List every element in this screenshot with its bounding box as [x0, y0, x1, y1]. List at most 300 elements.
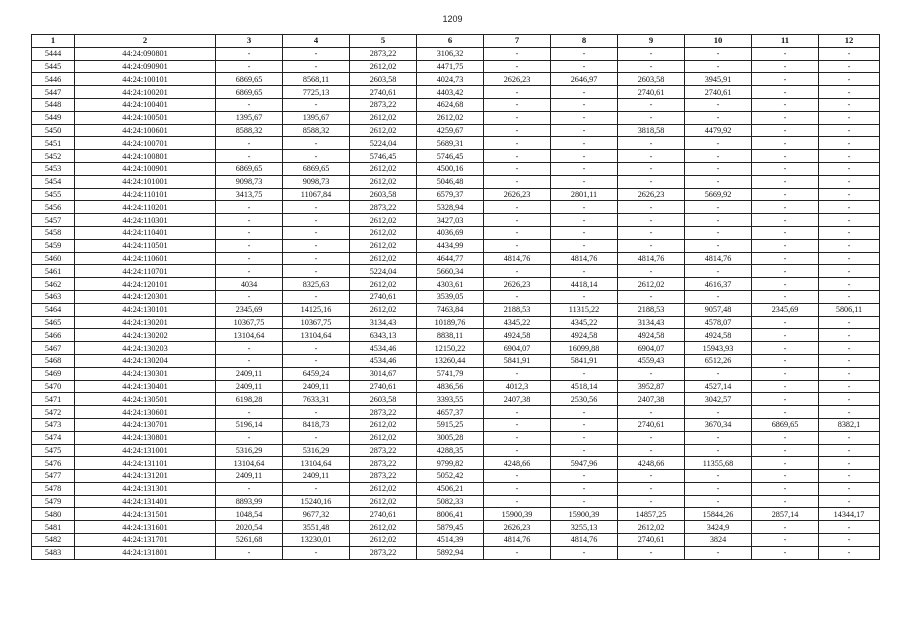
table-cell: 44:24:131601 — [75, 521, 216, 534]
table-cell: 5806,11 — [819, 303, 880, 316]
table-cell: 4259,67 — [417, 124, 484, 137]
table-cell: - — [551, 175, 618, 188]
table-row — [32, 86, 880, 99]
table-cell: - — [618, 495, 685, 508]
table-cell: 4559,43 — [618, 354, 685, 367]
table-cell: 2626,23 — [484, 73, 551, 86]
table-cell: 2409,11 — [283, 470, 350, 483]
table-cell: 44:24:131001 — [75, 444, 216, 457]
table-cell: - — [618, 546, 685, 559]
table-cell: 44:24:130401 — [75, 380, 216, 393]
table-cell: 15900,39 — [551, 508, 618, 521]
table-cell: - — [484, 367, 551, 380]
table-cell: 16099,88 — [551, 342, 618, 355]
table-cell: - — [551, 290, 618, 303]
table-cell: - — [685, 150, 752, 163]
table-cell: 6869,65 — [216, 162, 283, 175]
table-cell: - — [819, 546, 880, 559]
table-cell: - — [685, 495, 752, 508]
table-header — [32, 35, 880, 48]
table-cell: 5457 — [32, 214, 75, 227]
table-cell: 2857,14 — [752, 508, 819, 521]
table-cell: - — [752, 214, 819, 227]
table-cell: 44:24:130701 — [75, 418, 216, 431]
table-cell: - — [752, 73, 819, 86]
table-cell: - — [685, 406, 752, 419]
table-cell: 44:24:130201 — [75, 316, 216, 329]
table-cell: - — [283, 290, 350, 303]
table-cell: 6459,24 — [283, 367, 350, 380]
table-cell: 5461 — [32, 265, 75, 278]
table-cell: 44:24:131501 — [75, 508, 216, 521]
table-cell: 5947,96 — [551, 457, 618, 470]
table-cell: - — [819, 367, 880, 380]
table-cell: 7633,31 — [283, 393, 350, 406]
table-cell: 1395,67 — [283, 111, 350, 124]
table-cell: 2873,22 — [350, 546, 417, 559]
column-header: 4 — [283, 35, 350, 48]
table-cell: 3818,58 — [618, 124, 685, 137]
table-cell: 44:24:131401 — [75, 495, 216, 508]
table-cell: 44:24:131201 — [75, 470, 216, 483]
table-cell: - — [551, 431, 618, 444]
table-cell: - — [752, 482, 819, 495]
table-row — [32, 188, 880, 201]
table-cell: 44:24:110101 — [75, 188, 216, 201]
table-cell: 2603,58 — [350, 393, 417, 406]
table-cell: 10189,76 — [417, 316, 484, 329]
table-cell: - — [819, 380, 880, 393]
table-cell: 44:24:110301 — [75, 214, 216, 227]
table-cell: 4248,66 — [618, 457, 685, 470]
table-cell: - — [216, 431, 283, 444]
table-cell: 44:24:090901 — [75, 60, 216, 73]
table-cell: 13104,64 — [216, 457, 283, 470]
table-cell: 2612,02 — [350, 278, 417, 291]
table-cell: - — [484, 86, 551, 99]
table-cell: 4434,99 — [417, 239, 484, 252]
table-cell: 6904,07 — [618, 342, 685, 355]
table-cell: - — [283, 137, 350, 150]
table-cell: 5456 — [32, 201, 75, 214]
table-cell: 5445 — [32, 60, 75, 73]
column-header: 7 — [484, 35, 551, 48]
table-cell: 5481 — [32, 521, 75, 534]
table-row — [32, 367, 880, 380]
table-cell: - — [752, 534, 819, 547]
table-cell: 5455 — [32, 188, 75, 201]
table-cell: 3255,13 — [551, 521, 618, 534]
table-cell: 2740,61 — [350, 290, 417, 303]
table-row — [32, 418, 880, 431]
table-cell: 11315,22 — [551, 303, 618, 316]
table-cell: 5446 — [32, 73, 75, 86]
table-cell: 3427,03 — [417, 214, 484, 227]
table-cell: - — [551, 444, 618, 457]
table-cell: 2612,02 — [417, 111, 484, 124]
table-cell: 5746,45 — [350, 150, 417, 163]
table-cell: 2612,02 — [350, 239, 417, 252]
table-cell: 6512,26 — [685, 354, 752, 367]
table-cell: 4418,14 — [551, 278, 618, 291]
table-cell: 44:24:130601 — [75, 406, 216, 419]
table-cell: - — [551, 60, 618, 73]
table-cell: 4616,37 — [685, 278, 752, 291]
table-cell: 6869,65 — [216, 73, 283, 86]
table-cell: - — [819, 239, 880, 252]
table-cell: 2407,38 — [618, 393, 685, 406]
table-cell: - — [484, 406, 551, 419]
table-cell: 5892,94 — [417, 546, 484, 559]
table-row — [32, 354, 880, 367]
table-cell: 5879,45 — [417, 521, 484, 534]
table-cell: 2873,22 — [350, 457, 417, 470]
table-cell: 2345,69 — [752, 303, 819, 316]
table-cell: 6869,65 — [752, 418, 819, 431]
table-cell: 8893,99 — [216, 495, 283, 508]
table-cell: - — [551, 546, 618, 559]
table-cell: - — [752, 226, 819, 239]
table-cell: 5471 — [32, 393, 75, 406]
table-row — [32, 482, 880, 495]
table-cell: - — [618, 201, 685, 214]
column-header: 9 — [618, 35, 685, 48]
table-cell: - — [685, 201, 752, 214]
table-cell: - — [819, 226, 880, 239]
table-cell: 5449 — [32, 111, 75, 124]
table-cell: 8006,41 — [417, 508, 484, 521]
table-cell: 3014,67 — [350, 367, 417, 380]
table-cell: 13104,64 — [216, 329, 283, 342]
table-cell: - — [283, 60, 350, 73]
table-cell: - — [752, 316, 819, 329]
table-cell: 2612,02 — [350, 175, 417, 188]
table-cell: - — [551, 265, 618, 278]
table-cell: - — [618, 482, 685, 495]
table-cell: - — [752, 342, 819, 355]
table-cell: 2740,61 — [350, 380, 417, 393]
table-cell: - — [819, 342, 880, 355]
table-cell: 1395,67 — [216, 111, 283, 124]
table-cell: 2603,58 — [350, 73, 417, 86]
table-row — [32, 534, 880, 547]
table-cell: - — [752, 201, 819, 214]
table-cell: 5444 — [32, 47, 75, 60]
table-cell: - — [752, 137, 819, 150]
table-cell: - — [283, 482, 350, 495]
table-cell: 2740,61 — [685, 86, 752, 99]
table-cell: - — [752, 431, 819, 444]
table-cell: - — [484, 124, 551, 137]
table-cell: 4814,76 — [484, 252, 551, 265]
table-cell: - — [551, 482, 618, 495]
table-cell: - — [484, 239, 551, 252]
table-cell: - — [618, 175, 685, 188]
table-cell: 8588,32 — [283, 124, 350, 137]
table-row — [32, 508, 880, 521]
table-cell: 44:24:110701 — [75, 265, 216, 278]
table-cell: 5841,91 — [484, 354, 551, 367]
table-cell: 2409,11 — [216, 367, 283, 380]
table-cell: 11067,84 — [283, 188, 350, 201]
table-cell: 44:24:100901 — [75, 162, 216, 175]
table-cell: 2612,02 — [350, 418, 417, 431]
table-cell: 12150,22 — [417, 342, 484, 355]
table-cell: 5482 — [32, 534, 75, 547]
table-cell: - — [551, 111, 618, 124]
table-cell: 3106,32 — [417, 47, 484, 60]
table-cell: - — [752, 150, 819, 163]
table-cell: - — [752, 393, 819, 406]
table-cell: 44:24:130203 — [75, 342, 216, 355]
table-cell: 2740,61 — [350, 508, 417, 521]
table-cell: 10367,75 — [283, 316, 350, 329]
table-cell: - — [752, 521, 819, 534]
table-cell: 3413,75 — [216, 188, 283, 201]
table-cell: - — [685, 431, 752, 444]
table-cell: 5451 — [32, 137, 75, 150]
table-cell: 2626,23 — [484, 188, 551, 201]
table-cell: - — [283, 214, 350, 227]
table-cell: - — [819, 214, 880, 227]
table-cell: - — [216, 60, 283, 73]
table-row — [32, 546, 880, 559]
table-cell: - — [484, 482, 551, 495]
table-cell: 5316,29 — [283, 444, 350, 457]
table-cell: - — [618, 137, 685, 150]
table-cell: 4534,46 — [350, 354, 417, 367]
table-cell: 5469 — [32, 367, 75, 380]
table-cell: 4036,69 — [417, 226, 484, 239]
table-cell: - — [484, 226, 551, 239]
table-cell: 2612,02 — [350, 521, 417, 534]
table-cell: 5689,31 — [417, 137, 484, 150]
table-cell: - — [819, 47, 880, 60]
table-cell: - — [685, 60, 752, 73]
table-cell: 5477 — [32, 470, 75, 483]
table-cell: 7725,13 — [283, 86, 350, 99]
table-cell: 4924,58 — [484, 329, 551, 342]
table-cell: - — [752, 188, 819, 201]
table-cell: - — [819, 278, 880, 291]
table-cell: 44:24:110401 — [75, 226, 216, 239]
table-cell: 44:24:131301 — [75, 482, 216, 495]
table-cell: 3539,05 — [417, 290, 484, 303]
table-cell: 5741,79 — [417, 367, 484, 380]
table-cell: - — [685, 265, 752, 278]
table-cell: - — [685, 137, 752, 150]
table-cell: - — [752, 175, 819, 188]
table-cell: 5841,91 — [551, 354, 618, 367]
table-cell: 2740,61 — [350, 86, 417, 99]
table-cell: 9677,32 — [283, 508, 350, 521]
table-cell: 2612,02 — [350, 303, 417, 316]
table-row — [32, 111, 880, 124]
table-cell: - — [283, 546, 350, 559]
table-cell: 8418,73 — [283, 418, 350, 431]
table-cell: - — [752, 444, 819, 457]
table-cell: 5224,04 — [350, 265, 417, 278]
table-cell: - — [752, 354, 819, 367]
table-cell: 5466 — [32, 329, 75, 342]
table-cell: - — [819, 111, 880, 124]
table-cell: 2740,61 — [618, 418, 685, 431]
table-cell: 2409,11 — [216, 470, 283, 483]
table-cell: - — [752, 265, 819, 278]
table-cell: - — [283, 252, 350, 265]
table-cell: 2873,22 — [350, 470, 417, 483]
table-cell: - — [618, 431, 685, 444]
table-cell: 2873,22 — [350, 406, 417, 419]
table-cell: 2612,02 — [350, 431, 417, 444]
table-cell: - — [819, 457, 880, 470]
table-cell: - — [819, 521, 880, 534]
table-row — [32, 431, 880, 444]
table-row — [32, 162, 880, 175]
table-cell: 4814,76 — [618, 252, 685, 265]
table-row — [32, 124, 880, 137]
table-cell: - — [618, 162, 685, 175]
table-cell: - — [283, 431, 350, 444]
table-cell: 5448 — [32, 98, 75, 111]
table-row — [32, 60, 880, 73]
table-cell: - — [752, 546, 819, 559]
table-cell: - — [685, 482, 752, 495]
table-cell: 2530,56 — [551, 393, 618, 406]
table-cell: 2612,02 — [618, 278, 685, 291]
table-cell: - — [618, 367, 685, 380]
table-cell: 5447 — [32, 86, 75, 99]
table-cell: - — [551, 495, 618, 508]
table-cell: - — [752, 329, 819, 342]
table-cell: 44:24:131701 — [75, 534, 216, 547]
table-cell: 8325,63 — [283, 278, 350, 291]
table-cell: 4814,76 — [685, 252, 752, 265]
table-cell: - — [752, 86, 819, 99]
table-cell: - — [618, 60, 685, 73]
table-cell: - — [283, 406, 350, 419]
table-cell: 2873,22 — [350, 98, 417, 111]
table-cell: - — [752, 47, 819, 60]
table-body — [32, 47, 880, 559]
table-cell: - — [752, 239, 819, 252]
table-cell: - — [819, 162, 880, 175]
table-cell: 44:24:130301 — [75, 367, 216, 380]
table-cell: 15844,26 — [685, 508, 752, 521]
table-cell: 2626,23 — [618, 188, 685, 201]
table-cell: 5462 — [32, 278, 75, 291]
table-cell: 44:24:110201 — [75, 201, 216, 214]
table-cell: 2873,22 — [350, 47, 417, 60]
table-cell: - — [551, 226, 618, 239]
table-cell: 3945,91 — [685, 73, 752, 86]
table-cell: 2626,23 — [484, 278, 551, 291]
table-cell: 5464 — [32, 303, 75, 316]
table-cell: - — [685, 470, 752, 483]
table-cell: 6869,65 — [216, 86, 283, 99]
table-row — [32, 521, 880, 534]
table-cell: - — [819, 329, 880, 342]
table-cell: 44:24:110601 — [75, 252, 216, 265]
table-cell: 4034 — [216, 278, 283, 291]
table-cell: - — [752, 406, 819, 419]
table-cell: 15240,16 — [283, 495, 350, 508]
table-cell: - — [618, 98, 685, 111]
table-cell: - — [685, 214, 752, 227]
table-cell: - — [819, 444, 880, 457]
table-cell: 44:24:131801 — [75, 546, 216, 559]
table-cell: - — [819, 175, 880, 188]
table-cell: 13260,44 — [417, 354, 484, 367]
table-row — [32, 226, 880, 239]
table-cell: - — [216, 98, 283, 111]
table-cell: - — [752, 470, 819, 483]
data-table — [31, 34, 880, 560]
table-row — [32, 380, 880, 393]
column-header: 3 — [216, 35, 283, 48]
table-cell: - — [283, 150, 350, 163]
table-cell: 9057,48 — [685, 303, 752, 316]
table-cell: - — [819, 354, 880, 367]
table-cell: 13230,01 — [283, 534, 350, 547]
table-cell: 5459 — [32, 239, 75, 252]
table-cell: 44:24:100801 — [75, 150, 216, 163]
table-cell: - — [819, 188, 880, 201]
table-cell: - — [819, 431, 880, 444]
table-cell: 5476 — [32, 457, 75, 470]
table-cell: 3824 — [685, 534, 752, 547]
table-cell: - — [752, 495, 819, 508]
table-cell: 5479 — [32, 495, 75, 508]
column-header: 2 — [75, 35, 216, 48]
table-cell: 4345,22 — [484, 316, 551, 329]
table-cell: 44:24:130101 — [75, 303, 216, 316]
table-cell: 4506,21 — [417, 482, 484, 495]
table-row — [32, 150, 880, 163]
table-cell: 6579,37 — [417, 188, 484, 201]
table-cell: 5483 — [32, 546, 75, 559]
table-cell: 9098,73 — [216, 175, 283, 188]
table-cell: 11355,68 — [685, 457, 752, 470]
table-cell: 44:24:100701 — [75, 137, 216, 150]
table-cell: 44:24:131101 — [75, 457, 216, 470]
table-cell: - — [685, 111, 752, 124]
table-cell: - — [551, 367, 618, 380]
table-cell: - — [484, 418, 551, 431]
table-row — [32, 73, 880, 86]
table-cell: 4288,35 — [417, 444, 484, 457]
table-cell: - — [484, 150, 551, 163]
table-cell: - — [819, 73, 880, 86]
table-cell: 15900,39 — [484, 508, 551, 521]
table-row — [32, 495, 880, 508]
table-cell: - — [551, 214, 618, 227]
table-row — [32, 98, 880, 111]
table-cell: - — [618, 239, 685, 252]
table-cell: 2612,02 — [350, 226, 417, 239]
table-cell: - — [484, 265, 551, 278]
table-cell: - — [819, 98, 880, 111]
table-cell: - — [819, 86, 880, 99]
table-cell: - — [484, 47, 551, 60]
table-cell: - — [216, 137, 283, 150]
header-row — [32, 35, 880, 48]
table-cell: - — [618, 406, 685, 419]
table-cell: - — [484, 98, 551, 111]
table-cell: 2626,23 — [484, 521, 551, 534]
table-cell: 44:24:130202 — [75, 329, 216, 342]
table-cell: 8568,11 — [283, 73, 350, 86]
